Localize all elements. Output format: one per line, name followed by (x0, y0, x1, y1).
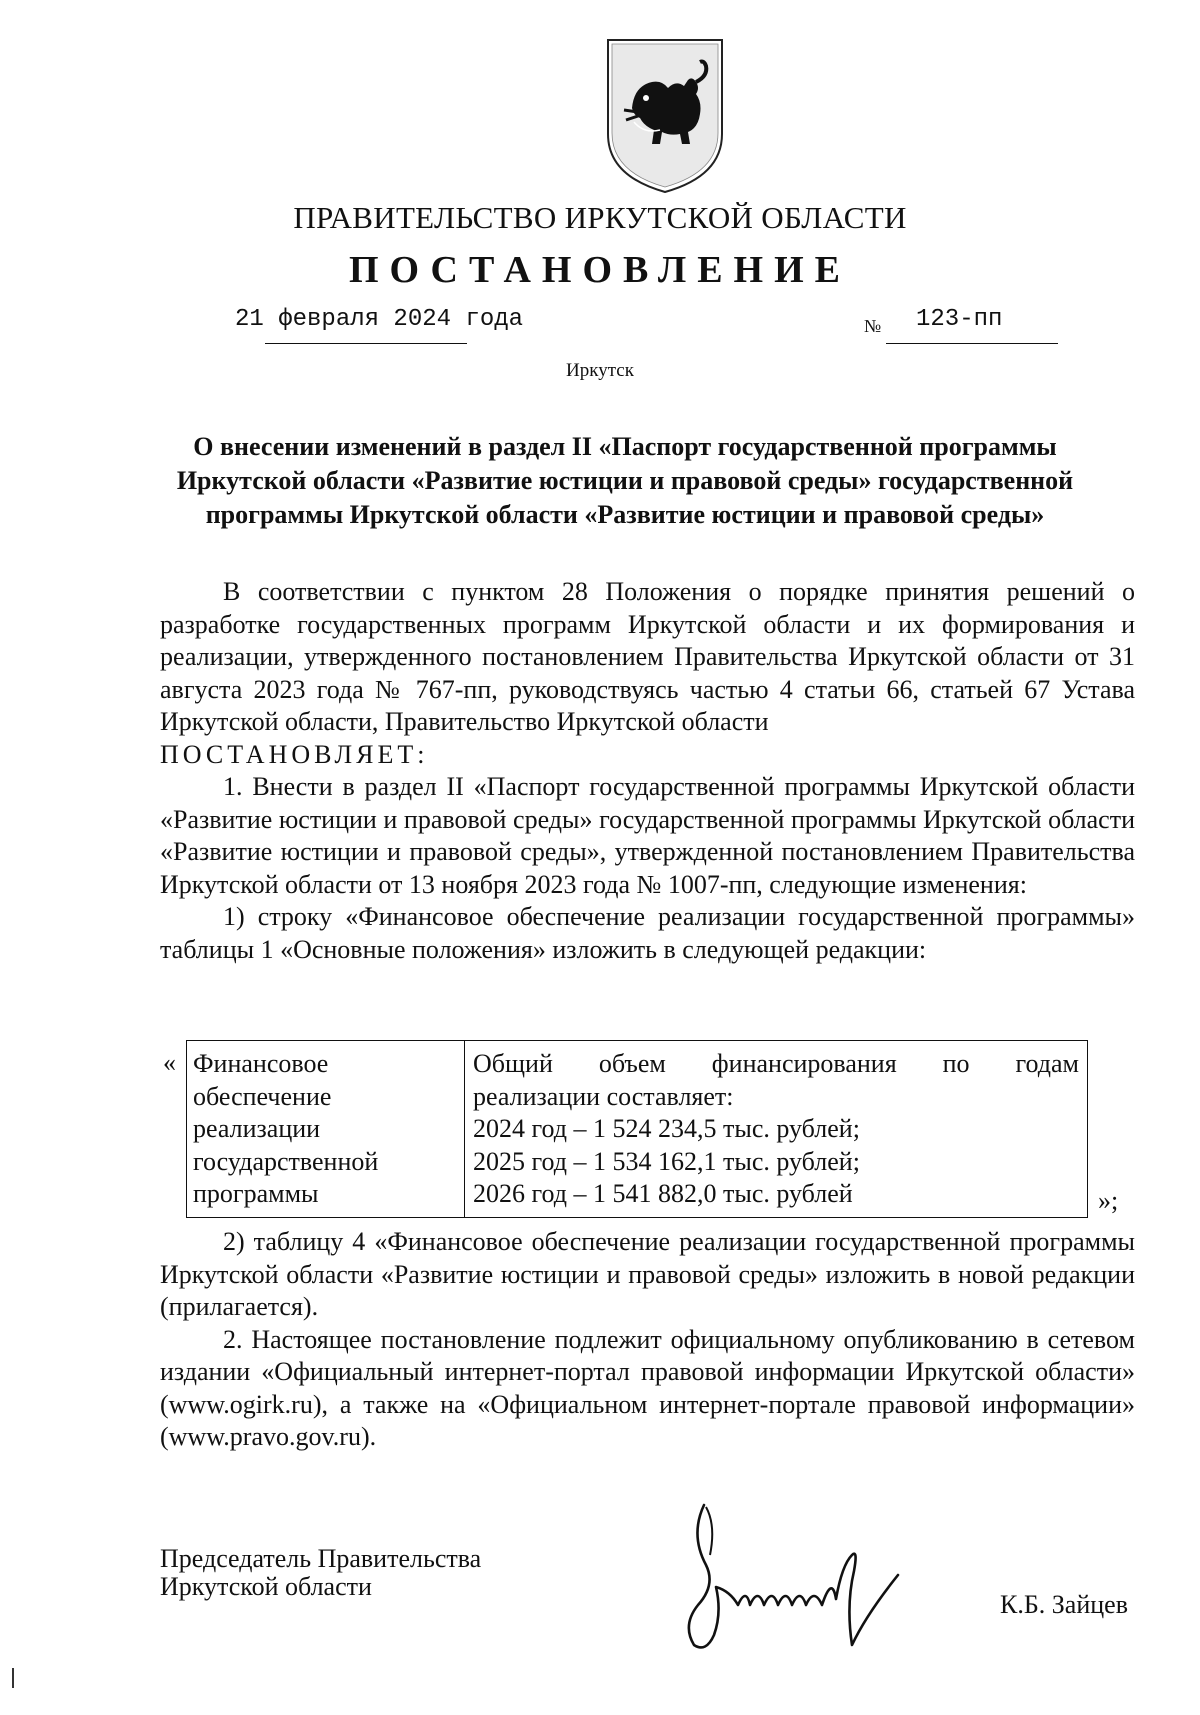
quote-open: « (163, 1048, 176, 1077)
financing-table-value-cell (465, 1041, 1087, 1217)
quote-close: »; (1098, 1186, 1119, 1215)
value-line: 2025 год – 1 534 162,1 тыс. рублей; (473, 1146, 860, 1176)
preamble-paragraph: В соответствии с пунктом 28 Положения о порядке принятия решений о разработке государственных программ Иркутской области и их формирования и реализации, утвержденного постановлением Правительства Иркутской области от 31 августа 2023 года № 767-пп, руководствуясь частью 4 статьи 66, статьей 67 Устава Иркутской области, Правительство Иркутской области (160, 577, 1135, 736)
body-block-2 (160, 1226, 1135, 1454)
label-line: программы (193, 1179, 319, 1208)
financing-table (186, 1040, 1088, 1218)
coat-of-arms-icon (604, 36, 726, 196)
value-line: Общий объем финансирования по годам (473, 1049, 1079, 1078)
signer-name: К.Б. Зайцев (1000, 1590, 1128, 1619)
document-date: 21 февраля 2024 года (235, 306, 524, 333)
financing-table-label-cell (187, 1041, 465, 1217)
number-underline (886, 343, 1058, 344)
value-line: 2024 год – 1 524 234,5 тыс. рублей; (473, 1114, 860, 1143)
item-1-2-paragraph: 2) таблицу 4 «Финансовое обеспечение реализации государственной программы Иркутской области «Развитие юстиции и правовой среды» изложить в новой редакции (прилагается). (160, 1227, 1135, 1321)
document-type: ПОСТАНОВЛЕНИЕ (348, 249, 852, 291)
label-line: реализации (193, 1114, 321, 1143)
document-number: 123-пп (916, 306, 1003, 333)
document-subject: О внесении изменений в раздел II «Паспорт государственной программы Иркутской области «Развитие юстиции и правовой среды» государственной программы Иркутской области «Развитие юстиции и правовой среды» (176, 432, 1074, 529)
signer-position-line: Председатель Правительства (160, 1544, 482, 1573)
item-2-paragraph: 2. Настоящее постановление подлежит официальному опубликованию в сетевом издании «Официальный интернет-портал правовой информации Иркутской области» (www.ogirk.ru), а также на «Официальном интернет-портале правовой информации» (www.pravo.gov.ru). (160, 1324, 1135, 1451)
label-line: государственной (193, 1146, 379, 1176)
value-line: 2026 год – 1 541 882,0 тыс. рублей (473, 1179, 853, 1208)
body-block-1 (160, 576, 1135, 966)
resolves-word: ПОСТАНОВЛЯЕТ: (160, 739, 429, 769)
scan-margin-mark (12, 1668, 14, 1688)
date-underline (265, 343, 467, 344)
label-line: обеспечение (193, 1081, 332, 1111)
signer-position-line: Иркутской области (160, 1572, 372, 1601)
value-line: реализации составляет: (473, 1081, 734, 1111)
label-line: Финансовое (193, 1049, 329, 1078)
organization-name: ПРАВИТЕЛЬСТВО ИРКУТСКОЙ ОБЛАСТИ (293, 200, 907, 235)
number-sign: № (864, 316, 882, 336)
item-1-1-paragraph: 1) строку «Финансовое обеспечение реализации государственной программы» таблицы 1 «Основные положения» изложить в следующей редакции: (160, 902, 1135, 964)
handwritten-signature (676, 1495, 976, 1655)
signer-position (160, 1545, 481, 1601)
city: Иркутск (566, 360, 634, 381)
item-1-paragraph: 1. Внести в раздел II «Паспорт государственной программы Иркутской области «Развитие юстиции и правовой среды» государственной программы Иркутской области «Развитие юстиции и правовой среды», утвержденной постановлением Правительства Иркутской области от 13 ноября 2023 года № 1007-пп, следующие изменения: (160, 772, 1135, 899)
